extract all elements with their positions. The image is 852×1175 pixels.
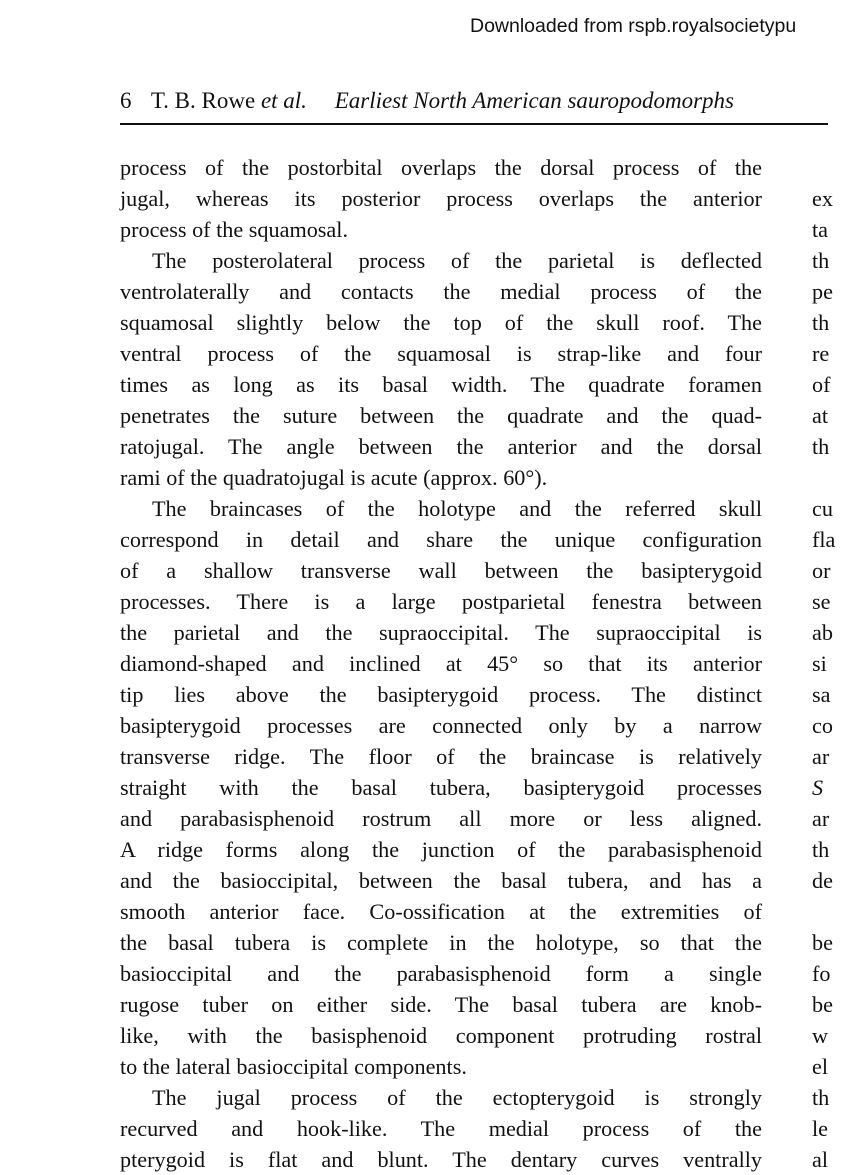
- running-head-title: Earliest North American sauropodomorphs: [334, 88, 735, 113]
- text-line: ratojugal. The angle between the anterior and the dorsal: [120, 434, 762, 459]
- text-line: to the lateral basioccipital components.: [120, 1054, 467, 1079]
- text-line: processes. There is a large postparietal fenestra between: [120, 589, 762, 614]
- right-column-fragment: si: [812, 651, 827, 676]
- right-column-fragment: ar: [812, 744, 830, 769]
- right-column-fragment: th: [812, 310, 830, 335]
- header-rule: [120, 123, 828, 125]
- text-line: basioccipital and the parabasisphenoid form a single: [120, 961, 762, 986]
- text-line: penetrates the suture between the quadrate and the quad-: [120, 403, 762, 428]
- right-column-fragment: pe: [812, 279, 833, 304]
- paragraph-start-line: The jugal process of the ectopterygoid is strongly: [152, 1085, 762, 1110]
- right-column-fragment: th: [812, 434, 830, 459]
- text-line: the basal tubera is complete in the holotype, so that the: [120, 930, 762, 955]
- paragraph-start-line: The braincases of the holotype and the referred skull: [152, 496, 762, 521]
- right-column-fragment: or: [812, 558, 831, 583]
- text-line: recurved and hook-like. The medial process of the: [120, 1116, 762, 1141]
- text-line: like, with the basisphenoid component protruding rostral: [120, 1023, 762, 1048]
- text-line: straight with the basal tubera, basipterygoid processes: [120, 775, 762, 800]
- right-column-gap: [812, 896, 852, 927]
- text-line: tip lies above the basipterygoid process. The distinct: [120, 682, 762, 707]
- text-line: and parabasisphenoid rostrum all more or less aligned.: [120, 806, 762, 831]
- text-line: squamosal slightly below the top of the skull roof. The: [120, 310, 762, 335]
- text-line: rugose tuber on either side. The basal tubera are knob-: [120, 992, 762, 1017]
- right-text-column-cropped: [812, 183, 852, 1175]
- right-column-fragment-italic: S: [812, 775, 824, 800]
- right-column-fragment: re: [812, 341, 830, 366]
- right-column-fragment: th: [812, 837, 830, 862]
- right-column-fragment: th: [812, 1085, 830, 1110]
- text-line: correspond in detail and share the unique configuration: [120, 527, 762, 552]
- paragraph-start-line: The posterolateral process of the parietal is deflected: [152, 248, 762, 273]
- text-line: diamond-shaped and inclined at 45° so that its anterior: [120, 651, 762, 676]
- right-column-fragment: co: [812, 713, 833, 738]
- right-column-fragment: el: [812, 1054, 829, 1079]
- right-column-fragment: fo: [812, 961, 831, 986]
- text-line: basipterygoid processes are connected only by a narrow: [120, 713, 762, 738]
- right-column-fragment: de: [812, 868, 833, 893]
- right-column-fragment: cu: [812, 496, 833, 521]
- text-line: rami of the quadratojugal is acute (approx. 60°).: [120, 465, 548, 490]
- right-column-fragment: at: [812, 403, 829, 428]
- right-column-fragment: ta: [812, 217, 829, 242]
- right-column-fragment: sa: [812, 682, 831, 707]
- right-column-fragment: be: [812, 992, 833, 1017]
- text-line: of a shallow transverse wall between the basipterygoid: [120, 558, 762, 583]
- text-line: the parietal and the supraoccipital. The supraoccipital is: [120, 620, 762, 645]
- download-source-banner: Downloaded from rspb.royalsocietypu: [470, 15, 797, 37]
- right-column-fragment: th: [812, 248, 830, 273]
- text-line: and the basioccipital, between the basal tubera, and has a: [120, 868, 762, 893]
- right-column-fragment: al: [812, 1147, 829, 1172]
- left-text-column: [120, 152, 762, 1172]
- right-column-fragment: be: [812, 930, 833, 955]
- text-line-cut-off: pterygoid is flat and blunt. The dentary curves ventrally: [120, 1147, 762, 1172]
- text-line: A ridge forms along the junction of the parabasisphenoid: [120, 837, 762, 862]
- right-column-fragment: le: [812, 1116, 829, 1141]
- running-head: [120, 88, 734, 114]
- right-column-fragment: se: [812, 589, 831, 614]
- right-column-fragment: of: [812, 372, 831, 397]
- text-line: ventral process of the squamosal is strap-like and four: [120, 341, 762, 366]
- text-line: transverse ridge. The floor of the braincase is relatively: [120, 744, 762, 769]
- right-column-fragment: ex: [812, 186, 833, 211]
- right-column-fragment: w: [812, 1023, 829, 1048]
- text-line: times as long as its basal width. The quadrate foramen: [120, 372, 762, 397]
- text-line: smooth anterior face. Co-ossification at the extremities of: [120, 899, 762, 924]
- text-line: process of the squamosal.: [120, 217, 348, 242]
- right-column-fragment: ar: [812, 806, 830, 831]
- text-line: ventrolaterally and contacts the medial process of the: [120, 279, 762, 304]
- text-line: jugal, whereas its posterior process overlaps the anterior: [120, 186, 762, 211]
- text-line: process of the postorbital overlaps the dorsal process of the: [120, 155, 762, 180]
- running-head-authors: T. B. Rowe: [150, 88, 256, 113]
- page-number: 6: [120, 88, 132, 113]
- right-column-gap: [812, 462, 852, 493]
- running-head-et-al: et al.: [260, 88, 307, 113]
- right-column-fragment: ab: [812, 620, 833, 645]
- right-column-fragment: fla: [812, 527, 836, 552]
